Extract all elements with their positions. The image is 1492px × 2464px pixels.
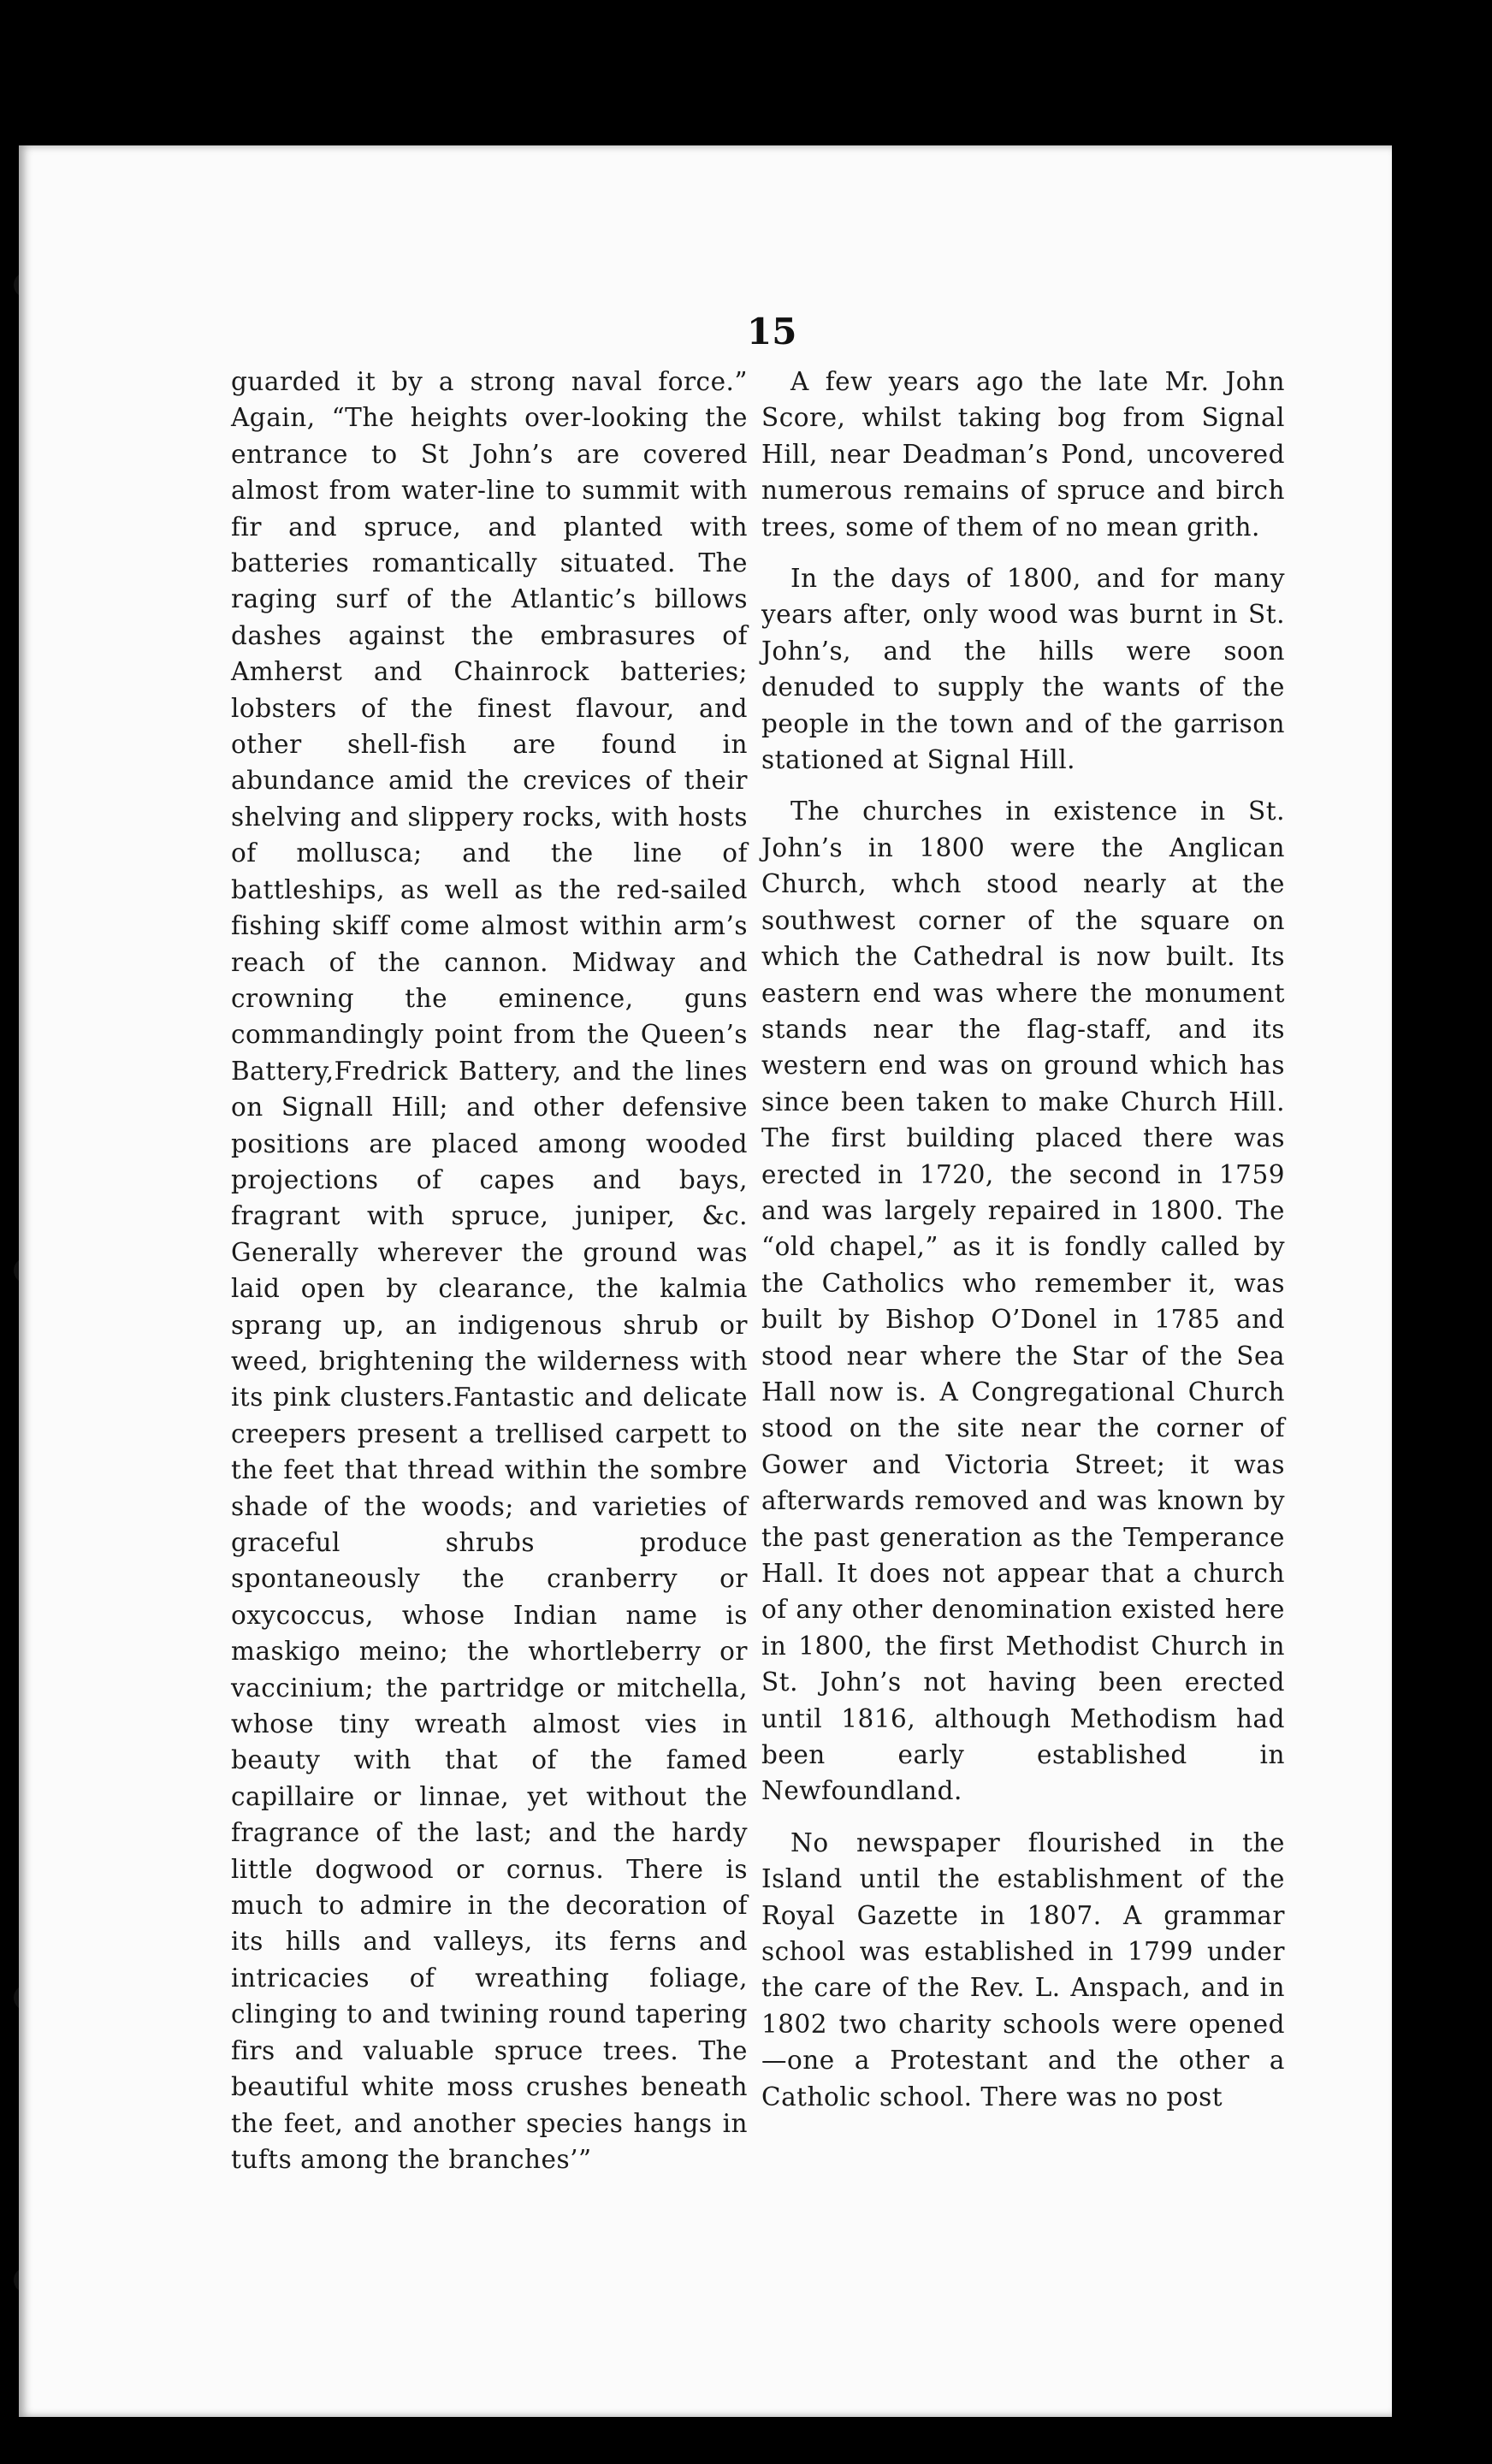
paragraph: No newspaper flourished in the Island until the establishment of the Royal Gazette in 1807. A grammar school was established in 1799 under the care of the Rev. L. Anspach, and in 1802 two charity schools were opened—one a Protestant and the other a Catholic school. There was no post (761, 1827, 1285, 2112)
paragraph: In the days of 1800, and for many years after, only wood was burnt in St. John’s, and the hills were soon denuded to supply the wants of the people in the town and of the garrison stationed at Signal Hill. (761, 564, 1285, 775)
right-column (761, 364, 1285, 2130)
paragraph: guarded it by a strong naval force.” Again, “The heights over-looking the entrance to St John’s are covered almost from water-line to summit with fir and spruce, and planted with batteries romantically situated. The raging surf of the Atlantic’s billows dashes against the embrasures of Amherst and Chainrock batteries; lobsters of the finest flavour, and other shell-fish are found in abundance amid the crevices of their shelving and slippery rocks, with hosts of mollusca; and the line of battleships, as well as the red-sailed fishing skiff come almost within arm’s reach of the cannon. Midway and crowning the eminence, guns commandingly point from the Queen’s Battery,Fredrick Battery, and the lines on Signall Hill; and other defensive positions are placed among wooded projections of capes and bays, fragrant with spruce, juniper, &c. Generally wherever the ground was laid open by clearance, the kalmia sprang up, an indigenous shrub or weed, brightening the wilderness with its pink clusters.Fantastic and delicate creepers present a trellised carpett to the feet that thread within the sombre shade of the woods; and varieties of graceful shrubs produce spontaneously the cranberry or oxycoccus, whose Indian name is maskigo meino; the whortleberry or vaccinium; the partridge or mitchella, whose tiny wreath almost vies in beauty with that of the famed capillaire or linnae, yet without the fragrance of the last; and the hardy little dogwood or cornus. There is much to admire in the decoration of its hills and valleys, its ferns and intricacies of wreathing foliage, clinging to and twining round tapering firs and valuable spruce trees. The beautiful white moss crushes beneath the feet, and another species hangs in tufts among the branches’” (231, 367, 748, 2174)
page-number: 15 (747, 311, 797, 352)
paragraph: A few years ago the late Mr. John Score, whilst taking bog from Signal Hill, near Deadman’s Pond, uncovered numerous remains of spruce and birch trees, some of them of no mean grith. (761, 367, 1285, 542)
left-column (231, 364, 748, 2193)
paragraph: The churches in existence in St. John’s in 1800 were the Anglican Church, whch stood nearly at the southwest corner of the square on which the Cathedral is now built. Its eastern end was where the monument stands near the flag-staff, and its western end was on ground which has since been taken to make Church Hill. The first building placed there was erected in 1720, the second in 1759 and was largely repaired in 1800. The “old chapel,” as it is fondly called by the Catholics who remember it, was built by Bishop O’Donel in 1785 and stood near where the Star of the Sea Hall now is. A Congregational Church stood on the site near the corner of Gower and Victoria Street; it was afterwards removed and was known by the past generation as the Temperance Hall. It does not appear that a church of any other denomination existed here in 1800, the first Methodist Church in St. John’s not having been erected until 1816, although Methodism had been early established in Newfoundland. (761, 797, 1285, 1806)
